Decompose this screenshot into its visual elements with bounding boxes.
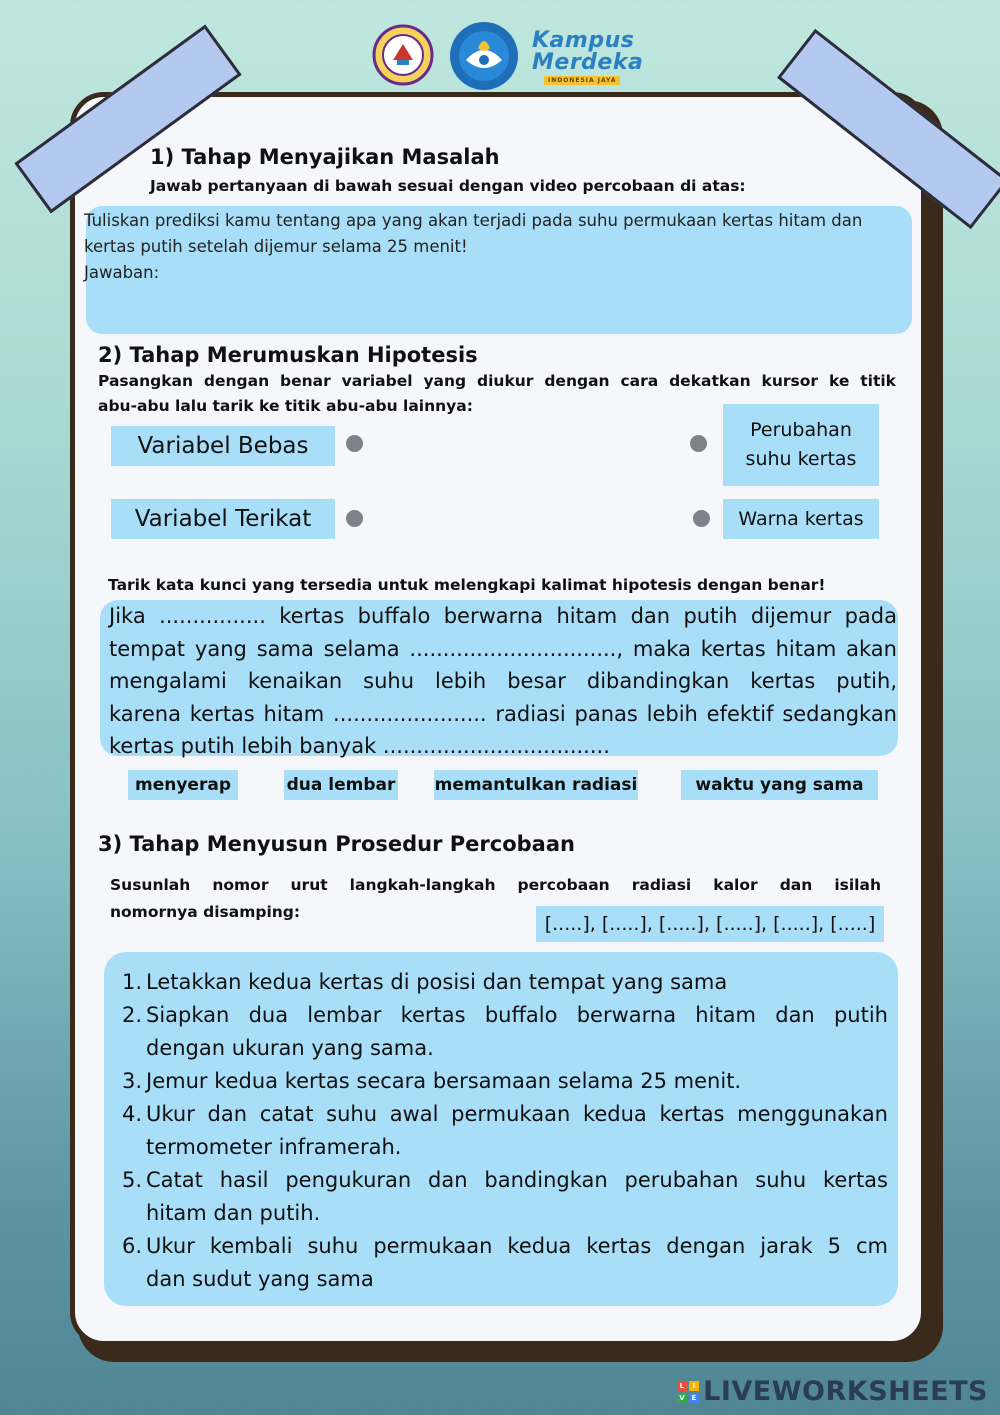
section3-title: 3) Tahap Menyusun Prosedur Percobaan	[98, 832, 575, 856]
hypothesis-instruction: Tarik kata kunci yang tersedia untuk melengkapi kalimat hipotesis dengan benar!	[108, 576, 826, 594]
keyword-dua-lembar[interactable]: dua lembar	[284, 770, 398, 800]
order-answer-slots[interactable]: [.....], [.....], [.....], [.....], [.....], [.....]	[536, 906, 884, 942]
step-item-1: 1. Letakkan kedua kertas di posisi dan tempat yang sama	[122, 970, 728, 994]
section3-instruction-line1: Susunlah nomor urut langkah-langkah percobaan radiasi kalor dan isilah	[110, 876, 881, 894]
kampus-merdeka-logo	[530, 28, 644, 88]
hypothesis-line-1: Jika ................ kertas buffalo berwarna hitam dan putih dijemur pada	[109, 604, 897, 628]
hypothesis-line-4: karena kertas hitam ....................... radiasi panas lebih efektif sedangkan	[109, 701, 897, 726]
step-item-3: 3. Jemur kedua kertas secara bersamaan selama 25 menit.	[122, 1069, 742, 1093]
hypothesis-line-2: tempat yang sama selama ..............................., maka kertas hitam akan	[109, 636, 897, 661]
section2-title: 2) Tahap Merumuskan Hipotesis	[98, 343, 478, 367]
liveworksheets-logo[interactable]	[677, 1376, 988, 1407]
tut-wuri-handayani-icon	[448, 20, 520, 92]
section1-question-line1: Tuliskan prediksi kamu tentang apa yang akan terjadi pada suhu permukaan kertas hitam dan	[84, 211, 863, 230]
hypothesis-line-3: mengalami kenaikan suhu lebih besar dibandingkan kertas putih,	[109, 669, 897, 693]
steps-list	[108, 966, 888, 1296]
step-item-4: 4. Ukur dan catat suhu awal permukaan kedua kertas menggunakan termometer inframerah.	[122, 1102, 888, 1159]
match-dot-right-2[interactable]	[693, 510, 710, 527]
header-logos	[372, 20, 642, 90]
keyword-menyerap[interactable]: menyerap	[128, 770, 238, 800]
kampus-merdeka-line1: Kampus	[532, 28, 635, 53]
step-item-6: 6. Ukur kembali suhu permukaan kedua kertas dengan jarak 5 cm dan sudut yang sama	[122, 1234, 888, 1291]
liveworksheets-wordmark: LIVEWORKSHEETS	[703, 1376, 988, 1407]
hypothesis-line-5: kertas putih lebih banyak ..................................	[109, 734, 610, 758]
match-left-variabel-terikat: Variabel Terikat	[111, 499, 335, 539]
section2-instruction-line1: Pasangkan dengan benar variabel yang diukur dengan cara dekatkan kursor ke titik	[98, 372, 896, 390]
section1-question	[84, 208, 862, 286]
section1-title: 1) Tahap Menyajikan Masalah	[150, 145, 500, 169]
match-dot-left-2[interactable]	[346, 510, 363, 527]
match-right-perubahan-line2: suhu kertas	[745, 448, 857, 470]
match-dot-right-1[interactable]	[690, 435, 707, 452]
university-seal-icon	[372, 24, 434, 86]
match-left-variabel-bebas: Variabel Bebas	[111, 426, 335, 466]
step-item-2: 2. Siapkan dua lembar kertas buffalo berwarna hitam dan putih dengan ukuran yang sama.	[122, 1003, 888, 1060]
keyword-memantulkan-radiasi[interactable]: memantulkan radiasi	[434, 770, 638, 800]
hypothesis-text	[109, 600, 897, 763]
match-dot-left-1[interactable]	[346, 435, 363, 452]
kampus-merdeka-tag: INDONESIA JAYA	[544, 76, 620, 85]
match-right-warna-kertas: Warna kertas	[723, 499, 879, 539]
match-right-perubahan-line1: Perubahan	[750, 419, 852, 441]
step-item-5: 5. Catat hasil pengukuran dan bandingkan perubahan suhu kertas hitam dan putih.	[122, 1168, 888, 1225]
section1-answer-label: Jawaban:	[84, 263, 160, 282]
keyword-waktu-yang-sama[interactable]: waktu yang sama	[681, 770, 878, 800]
section1-question-line2: kertas putih setelah dijemur selama 25 menit!	[84, 237, 468, 256]
section1-instruction: Jawab pertanyaan di bawah sesuai dengan video percobaan di atas:	[150, 177, 746, 195]
match-right-perubahan-suhu	[723, 404, 879, 486]
liveworksheets-grid-icon: L I V E	[677, 1381, 699, 1403]
section3-instruction-line2: nomornya disamping:	[110, 903, 301, 921]
section2-instruction-line2: abu-abu lalu tarik ke titik abu-abu lainnya:	[98, 397, 473, 415]
kampus-merdeka-line2: Merdeka	[532, 50, 644, 75]
